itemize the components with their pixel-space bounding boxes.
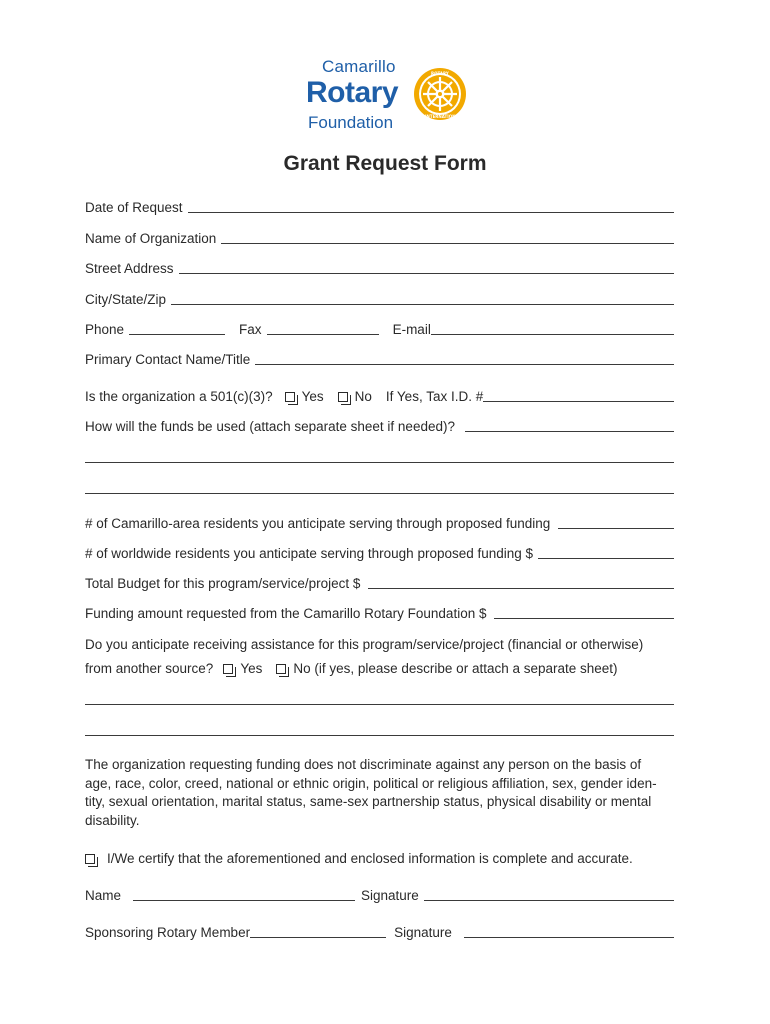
- funds-use-line-2[interactable]: [85, 462, 674, 463]
- certify-checkbox[interactable]: [85, 854, 95, 864]
- sponsor-field[interactable]: [250, 923, 386, 938]
- nondiscrimination-line: The organization requesting funding does not discriminate against any person on the basis of: [85, 757, 642, 772]
- page-title: Grant Request Form: [283, 152, 487, 175]
- total-budget-label: Total Budget for this program/service/project $: [85, 576, 361, 591]
- funds-use-line-3[interactable]: [85, 493, 674, 494]
- nondiscrimination-line: age, race, color, creed, national or ethnic origin, political or religious affiliation, sex, gender iden-: [85, 775, 657, 791]
- local-residents-field[interactable]: [558, 514, 674, 529]
- org-name-field[interactable]: [221, 229, 674, 244]
- funds-use-label: How will the funds be used (attach separate sheet if needed)?: [85, 419, 455, 434]
- total-budget-field[interactable]: [368, 574, 674, 589]
- funds-use-row: [85, 415, 674, 435]
- fax-label: Fax: [239, 322, 262, 337]
- other-assist-line-2[interactable]: [85, 735, 674, 736]
- funding-amount-label: Funding amount requested from the Camarillo Rotary Foundation $: [85, 606, 487, 621]
- worldwide-residents-field[interactable]: [538, 544, 674, 559]
- other-yes-checkbox[interactable]: [223, 664, 233, 674]
- phone-label: Phone: [85, 322, 125, 337]
- other-no-label: No (if yes, please describe or attach a separate sheet): [293, 661, 618, 676]
- other-assist-row-1: [85, 633, 674, 653]
- logo-text-foundation: Foundation: [308, 113, 394, 132]
- city-field[interactable]: [171, 290, 674, 305]
- email-field[interactable]: [431, 320, 674, 335]
- rotary-wheel-icon: [412, 66, 468, 122]
- tax-id-label: If Yes, Tax I.D. #: [385, 389, 484, 404]
- date-field[interactable]: [188, 198, 674, 213]
- primary-contact-label: Primary Contact Name/Title: [85, 352, 251, 367]
- sponsor-row: [85, 921, 674, 941]
- sponsor-signature-label: Signature: [394, 925, 452, 940]
- signature-label: Signature: [361, 888, 419, 903]
- fax-field[interactable]: [267, 320, 379, 335]
- yes-checkbox[interactable]: [285, 392, 295, 402]
- other-no-checkbox[interactable]: [276, 664, 286, 674]
- wheel-text-bottom: INTERNATIONAL: [425, 114, 462, 119]
- primary-contact-field[interactable]: [255, 350, 674, 365]
- org-name-label: Name of Organization: [85, 231, 217, 246]
- name-label: Name: [85, 888, 122, 903]
- sponsor-label: Sponsoring Rotary Member: [85, 925, 251, 940]
- no-label: No: [354, 389, 372, 404]
- name-field[interactable]: [133, 886, 355, 901]
- date-row: [85, 196, 674, 216]
- primary-contact-row: [85, 348, 674, 368]
- nondiscrimination-statement: [85, 756, 685, 830]
- phone-field[interactable]: [129, 320, 225, 335]
- wheel-text-top: ROTARY: [431, 71, 449, 76]
- email-label: E-mail: [392, 322, 431, 337]
- nondiscrimination-line: disability.: [85, 812, 140, 828]
- worldwide-residents-label: # of worldwide residents you anticipate serving through proposed funding $: [85, 546, 534, 561]
- name-signature-row: [85, 884, 674, 904]
- nonprofit-row: [85, 385, 674, 405]
- yes-label: Yes: [301, 389, 324, 404]
- city-row: [85, 288, 674, 308]
- local-residents-row: [85, 512, 674, 532]
- city-label: City/State/Zip: [85, 292, 167, 307]
- no-checkbox[interactable]: [338, 392, 348, 402]
- date-label: Date of Request: [85, 200, 183, 215]
- nondiscrimination-line: tity, sexual orientation, marital status, same-sex partnership status, physical disability or mental: [85, 794, 652, 809]
- total-budget-row: [85, 572, 674, 592]
- street-row: [85, 257, 674, 277]
- funding-amount-field[interactable]: [494, 604, 674, 619]
- certify-label: I/We certify that the aforementioned and enclosed information is complete and accurate.: [107, 851, 633, 866]
- worldwide-residents-row: [85, 542, 674, 562]
- tax-id-field[interactable]: [483, 387, 674, 402]
- logo-text-camarillo: Camarillo: [322, 57, 396, 76]
- other-assist-line-1[interactable]: [85, 704, 674, 705]
- certify-row: [85, 847, 674, 867]
- contact-row: [85, 318, 674, 338]
- logo-text-rotary: Rotary: [306, 76, 399, 109]
- sponsor-signature-field[interactable]: [464, 923, 674, 938]
- other-yes-label: Yes: [240, 661, 263, 676]
- local-residents-label: # of Camarillo-area residents you anticipate serving through proposed funding: [85, 516, 551, 531]
- nonprofit-question: Is the organization a 501(c)(3)?: [85, 389, 273, 404]
- funding-amount-row: [85, 602, 674, 622]
- other-assist-question: Do you anticipate receiving assistance for this program/service/project (financial or otherwise): [85, 637, 644, 652]
- street-label: Street Address: [85, 261, 174, 276]
- foundation-logo: [306, 56, 476, 136]
- funds-use-field[interactable]: [465, 417, 674, 432]
- other-assist-row-2: [85, 657, 674, 677]
- street-field[interactable]: [179, 259, 674, 274]
- signature-field[interactable]: [424, 886, 674, 901]
- org-name-row: [85, 227, 674, 247]
- other-assist-source-label: from another source?: [85, 661, 214, 676]
